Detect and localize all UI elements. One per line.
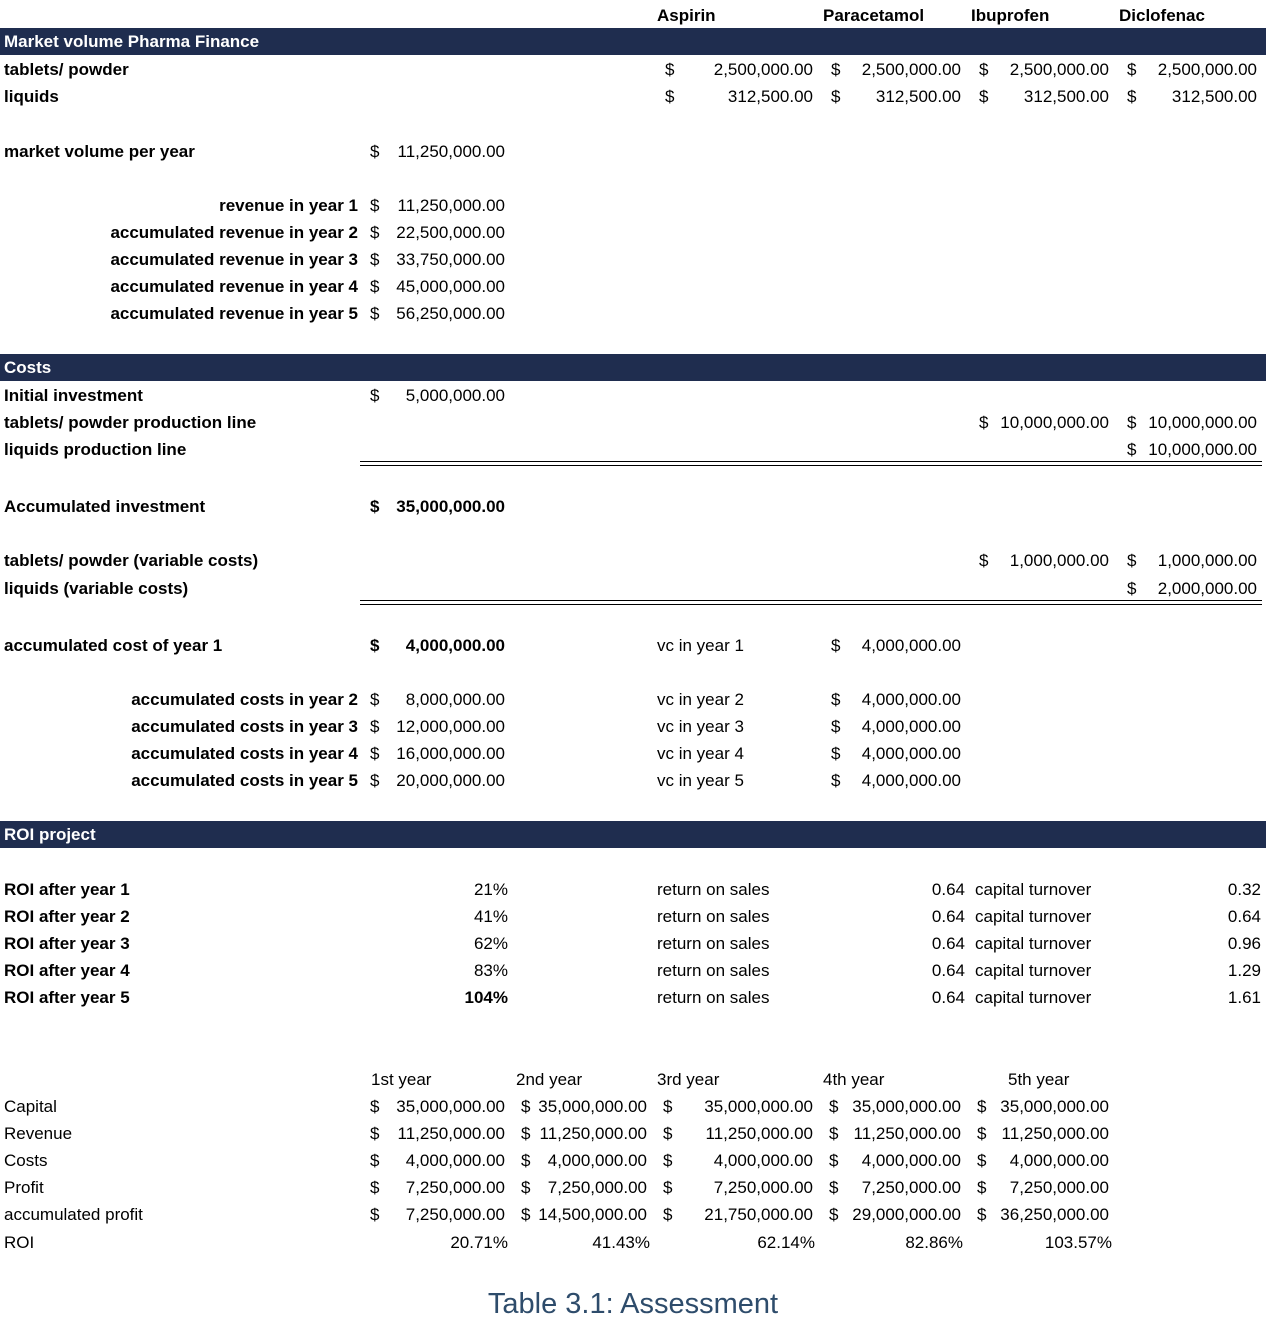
currency-symbol: $ bbox=[1127, 87, 1137, 106]
return-on-sales-label: return on sales bbox=[657, 880, 770, 899]
capital-turnover-label: capital turnover bbox=[975, 880, 1092, 899]
capital-turnover-label: capital turnover bbox=[975, 961, 1092, 980]
capital-turnover-value: 1.29 bbox=[1227, 961, 1261, 980]
roi-row-label: ROI after year 2 bbox=[4, 907, 130, 926]
cost-row-label: accumulated costs in year 4 bbox=[131, 744, 358, 763]
currency-symbol: $ bbox=[370, 744, 380, 763]
summary-cell-value: 35,000,000.00 bbox=[852, 1097, 961, 1116]
capital-turnover-label: capital turnover bbox=[975, 934, 1092, 953]
currency-symbol: $ bbox=[370, 250, 380, 269]
tablets-volume-value: 2,500,000.00 bbox=[861, 60, 961, 79]
revenue-row-value: 22,500,000.00 bbox=[396, 223, 505, 242]
vc-year1-label: vc in year 1 bbox=[657, 636, 744, 655]
summary-cell-value: 35,000,000.00 bbox=[396, 1097, 505, 1116]
currency-symbol: $ bbox=[521, 1151, 531, 1170]
summary-roi-value: 82.86% bbox=[905, 1233, 963, 1252]
revenue-row-value: 56,250,000.00 bbox=[396, 304, 505, 323]
summary-cell-value: 35,000,000.00 bbox=[1000, 1097, 1109, 1116]
summary-roi-value: 41.43% bbox=[592, 1233, 650, 1252]
column-header-paracetamol: Paracetamol bbox=[823, 6, 925, 25]
summary-cell-value: 4,000,000.00 bbox=[1009, 1151, 1109, 1170]
currency-symbol: $ bbox=[831, 771, 841, 790]
summary-cell-value: 4,000,000.00 bbox=[405, 1151, 505, 1170]
currency-symbol: $ bbox=[370, 717, 380, 736]
liquids-vc-label: liquids (variable costs) bbox=[4, 579, 189, 598]
column-header-diclofenac: Diclofenac bbox=[1119, 6, 1205, 25]
currency-symbol: $ bbox=[831, 690, 841, 709]
initial-investment-value: 5,000,000.00 bbox=[405, 386, 505, 405]
costs-section-header-title: Costs bbox=[4, 358, 52, 377]
summary-cell-value: 36,250,000.00 bbox=[1000, 1205, 1109, 1224]
capital-turnover-value: 0.96 bbox=[1227, 934, 1261, 953]
roi-row-label: ROI after year 3 bbox=[4, 934, 130, 953]
summary-row-label: Capital bbox=[4, 1097, 57, 1116]
revenue-row-value: 11,250,000.00 bbox=[397, 196, 505, 215]
tablets-row-label: tablets/ powder bbox=[4, 60, 129, 79]
currency-symbol: $ bbox=[370, 1178, 380, 1197]
currency-symbol: $ bbox=[663, 1097, 673, 1116]
currency-symbol: $ bbox=[1127, 579, 1137, 598]
currency-symbol: $ bbox=[829, 1178, 839, 1197]
year-header: 4th year bbox=[823, 1070, 885, 1089]
double-underline bbox=[360, 461, 1262, 466]
cost-row-label: accumulated costs in year 2 bbox=[131, 690, 358, 709]
summary-cell-value: 4,000,000.00 bbox=[713, 1151, 813, 1170]
summary-cell-value: 7,250,000.00 bbox=[1009, 1178, 1109, 1197]
liquids-volume-value: 312,500.00 bbox=[1023, 87, 1109, 106]
vc-row-label: vc in year 4 bbox=[657, 744, 744, 763]
return-on-sales-label: return on sales bbox=[657, 934, 770, 953]
currency-symbol: $ bbox=[831, 87, 841, 106]
cost-year1-value: 4,000,000.00 bbox=[405, 636, 505, 655]
costs-section-header bbox=[0, 354, 1266, 381]
currency-symbol: $ bbox=[370, 1151, 380, 1170]
currency-symbol: $ bbox=[831, 744, 841, 763]
cost-row-value: 12,000,000.00 bbox=[396, 717, 505, 736]
year-header: 3rd year bbox=[657, 1070, 720, 1089]
roi-row-value: 62% bbox=[473, 934, 508, 953]
liquids-line-value: 10,000,000.00 bbox=[1148, 440, 1257, 459]
currency-symbol: $ bbox=[370, 690, 380, 709]
currency-symbol: $ bbox=[370, 636, 380, 655]
summary-row-label: Revenue bbox=[4, 1124, 73, 1143]
cost-row-value: 20,000,000.00 bbox=[396, 771, 505, 790]
roi-row-value: 41% bbox=[473, 907, 508, 926]
currency-symbol: $ bbox=[521, 1205, 531, 1224]
vc-year1-value: 4,000,000.00 bbox=[861, 636, 961, 655]
tablets-vc-label: tablets/ powder (variable costs) bbox=[4, 551, 259, 570]
roi-row-value: 104% bbox=[464, 988, 508, 1007]
market-section-header-title: Market volume Pharma Finance bbox=[4, 32, 260, 51]
vc-row-value: 4,000,000.00 bbox=[861, 717, 961, 736]
vc-row-value: 4,000,000.00 bbox=[861, 744, 961, 763]
tablets-line-value: 10,000,000.00 bbox=[1148, 413, 1257, 432]
currency-symbol: $ bbox=[977, 1178, 987, 1197]
cost-year1-label: accumulated cost of year 1 bbox=[4, 636, 223, 655]
accumulated-investment-label: Accumulated investment bbox=[4, 497, 206, 516]
currency-symbol: $ bbox=[521, 1178, 531, 1197]
vc-row-label: vc in year 2 bbox=[657, 690, 744, 709]
return-on-sales-label: return on sales bbox=[657, 961, 770, 980]
currency-symbol: $ bbox=[370, 1097, 380, 1116]
roi-row-label: ROI after year 4 bbox=[4, 961, 130, 980]
market-section-header bbox=[0, 28, 1266, 55]
summary-cell-value: 35,000,000.00 bbox=[538, 1097, 647, 1116]
revenue-row-label: accumulated revenue in year 2 bbox=[110, 223, 358, 242]
return-on-sales-value: 0.64 bbox=[931, 880, 965, 899]
double-underline bbox=[360, 600, 1262, 605]
summary-roi-value: 62.14% bbox=[757, 1233, 815, 1252]
vc-row-value: 4,000,000.00 bbox=[861, 690, 961, 709]
summary-cell-value: 7,250,000.00 bbox=[405, 1178, 505, 1197]
summary-cell-value: 11,250,000.00 bbox=[539, 1124, 647, 1143]
roi-row-value: 83% bbox=[473, 961, 508, 980]
cost-row-label: accumulated costs in year 3 bbox=[131, 717, 358, 736]
currency-symbol: $ bbox=[370, 196, 380, 215]
summary-cell-value: 35,000,000.00 bbox=[704, 1097, 813, 1116]
liquids-volume-value: 312,500.00 bbox=[1171, 87, 1257, 106]
currency-symbol: $ bbox=[979, 551, 989, 570]
year-header: 1st year bbox=[371, 1070, 432, 1089]
currency-symbol: $ bbox=[1127, 413, 1137, 432]
currency-symbol: $ bbox=[665, 60, 675, 79]
currency-symbol: $ bbox=[521, 1097, 531, 1116]
currency-symbol: $ bbox=[370, 1205, 380, 1224]
summary-cell-value: 11,250,000.00 bbox=[397, 1124, 505, 1143]
column-header-aspirin: Aspirin bbox=[657, 6, 716, 25]
currency-symbol: $ bbox=[977, 1097, 987, 1116]
capital-turnover-label: capital turnover bbox=[975, 988, 1092, 1007]
summary-cell-value: 4,000,000.00 bbox=[547, 1151, 647, 1170]
roi-section-header-title: ROI project bbox=[4, 825, 96, 844]
currency-symbol: $ bbox=[665, 87, 675, 106]
liquids-volume-value: 312,500.00 bbox=[875, 87, 961, 106]
revenue-row-label: revenue in year 1 bbox=[219, 196, 358, 215]
currency-symbol: $ bbox=[1127, 60, 1137, 79]
revenue-row-label: accumulated revenue in year 5 bbox=[110, 304, 358, 323]
currency-symbol: $ bbox=[979, 413, 989, 432]
summary-cell-value: 11,250,000.00 bbox=[1001, 1124, 1109, 1143]
currency-symbol: $ bbox=[1127, 551, 1137, 570]
vc-row-label: vc in year 5 bbox=[657, 771, 744, 790]
tablets-vc-value: 1,000,000.00 bbox=[1157, 551, 1257, 570]
tablets-line-label: tablets/ powder production line bbox=[4, 413, 257, 432]
summary-cell-value: 11,250,000.00 bbox=[705, 1124, 813, 1143]
vc-row-value: 4,000,000.00 bbox=[861, 771, 961, 790]
summary-cell-value: 21,750,000.00 bbox=[704, 1205, 813, 1224]
currency-symbol: $ bbox=[831, 717, 841, 736]
summary-row-label: accumulated profit bbox=[4, 1205, 143, 1224]
currency-symbol: $ bbox=[370, 304, 380, 323]
summary-roi-label: ROI bbox=[4, 1233, 35, 1252]
roi-section-header bbox=[0, 821, 1266, 848]
return-on-sales-value: 0.64 bbox=[931, 934, 965, 953]
currency-symbol: $ bbox=[370, 386, 380, 405]
market-volume-value: 11,250,000.00 bbox=[397, 142, 505, 161]
capital-turnover-value: 0.64 bbox=[1227, 907, 1261, 926]
summary-row-label: Costs bbox=[4, 1151, 48, 1170]
currency-symbol: $ bbox=[370, 223, 380, 242]
summary-cell-value: 11,250,000.00 bbox=[853, 1124, 961, 1143]
currency-symbol: $ bbox=[977, 1151, 987, 1170]
accumulated-investment-value: 35,000,000.00 bbox=[396, 497, 505, 516]
return-on-sales-value: 0.64 bbox=[931, 988, 965, 1007]
year-header: 5th year bbox=[1008, 1070, 1070, 1089]
capital-turnover-value: 0.32 bbox=[1227, 880, 1261, 899]
summary-cell-value: 7,250,000.00 bbox=[713, 1178, 813, 1197]
roi-row-label: ROI after year 5 bbox=[4, 988, 130, 1007]
currency-symbol: $ bbox=[829, 1124, 839, 1143]
tablets-volume-value: 2,500,000.00 bbox=[1009, 60, 1109, 79]
currency-symbol: $ bbox=[370, 771, 380, 790]
return-on-sales-value: 0.64 bbox=[931, 907, 965, 926]
liquids-line-label: liquids production line bbox=[4, 440, 187, 459]
roi-row-label: ROI after year 1 bbox=[4, 880, 130, 899]
currency-symbol: $ bbox=[663, 1124, 673, 1143]
currency-symbol: $ bbox=[831, 60, 841, 79]
capital-turnover-value: 1.61 bbox=[1227, 988, 1261, 1007]
liquids-vc-value: 2,000,000.00 bbox=[1157, 579, 1257, 598]
currency-symbol: $ bbox=[663, 1178, 673, 1197]
return-on-sales-value: 0.64 bbox=[931, 961, 965, 980]
summary-roi-value: 103.57% bbox=[1044, 1233, 1112, 1252]
summary-row-label: Profit bbox=[4, 1178, 44, 1197]
currency-symbol: $ bbox=[370, 277, 380, 296]
column-header-ibuprofen: Ibuprofen bbox=[971, 6, 1050, 25]
roi-row-value: 21% bbox=[473, 880, 508, 899]
year-header: 2nd year bbox=[516, 1070, 583, 1089]
currency-symbol: $ bbox=[1127, 440, 1137, 459]
summary-cell-value: 14,500,000.00 bbox=[538, 1205, 647, 1224]
summary-cell-value: 7,250,000.00 bbox=[547, 1178, 647, 1197]
revenue-row-value: 45,000,000.00 bbox=[396, 277, 505, 296]
liquids-row-label: liquids bbox=[4, 87, 59, 106]
currency-symbol: $ bbox=[663, 1151, 673, 1170]
currency-symbol: $ bbox=[829, 1205, 839, 1224]
vc-row-label: vc in year 3 bbox=[657, 717, 744, 736]
summary-cell-value: 4,000,000.00 bbox=[861, 1151, 961, 1170]
currency-symbol: $ bbox=[829, 1097, 839, 1116]
currency-symbol: $ bbox=[370, 142, 380, 161]
revenue-row-label: accumulated revenue in year 3 bbox=[110, 250, 358, 269]
currency-symbol: $ bbox=[979, 87, 989, 106]
currency-symbol: $ bbox=[370, 497, 380, 516]
cost-row-value: 8,000,000.00 bbox=[405, 690, 505, 709]
return-on-sales-label: return on sales bbox=[657, 988, 770, 1007]
currency-symbol: $ bbox=[663, 1205, 673, 1224]
summary-cell-value: 29,000,000.00 bbox=[852, 1205, 961, 1224]
tablets-volume-value: 2,500,000.00 bbox=[1157, 60, 1257, 79]
market-volume-label: market volume per year bbox=[4, 142, 195, 161]
table-caption: Table 3.1: Assessment bbox=[487, 1288, 779, 1320]
revenue-row-value: 33,750,000.00 bbox=[396, 250, 505, 269]
tablets-vc-value: 1,000,000.00 bbox=[1009, 551, 1109, 570]
tablets-volume-value: 2,500,000.00 bbox=[713, 60, 813, 79]
summary-roi-value: 20.71% bbox=[450, 1233, 508, 1252]
currency-symbol: $ bbox=[829, 1151, 839, 1170]
cost-row-label: accumulated costs in year 5 bbox=[131, 771, 358, 790]
summary-cell-value: 7,250,000.00 bbox=[405, 1205, 505, 1224]
currency-symbol: $ bbox=[521, 1124, 531, 1143]
initial-investment-label: Initial investment bbox=[4, 386, 143, 405]
currency-symbol: $ bbox=[831, 636, 841, 655]
return-on-sales-label: return on sales bbox=[657, 907, 770, 926]
liquids-volume-value: 312,500.00 bbox=[727, 87, 813, 106]
currency-symbol: $ bbox=[977, 1205, 987, 1224]
capital-turnover-label: capital turnover bbox=[975, 907, 1092, 926]
currency-symbol: $ bbox=[979, 60, 989, 79]
currency-symbol: $ bbox=[977, 1124, 987, 1143]
summary-cell-value: 7,250,000.00 bbox=[861, 1178, 961, 1197]
cost-row-value: 16,000,000.00 bbox=[396, 744, 505, 763]
currency-symbol: $ bbox=[370, 1124, 380, 1143]
revenue-row-label: accumulated revenue in year 4 bbox=[110, 277, 358, 296]
tablets-line-value: 10,000,000.00 bbox=[1000, 413, 1109, 432]
